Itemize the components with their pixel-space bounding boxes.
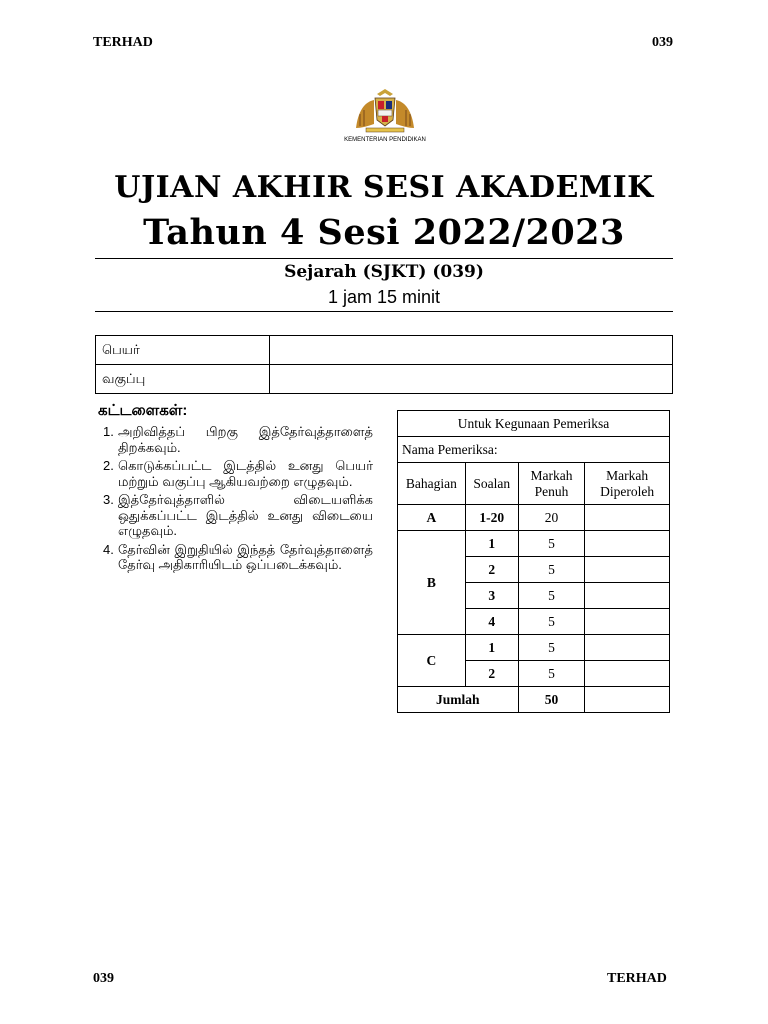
- exam-title: UJIAN AKHIR SESI AKADEMIK: [114, 170, 654, 205]
- marks-obtained-cell[interactable]: [585, 531, 670, 557]
- student-id-table: [95, 335, 673, 394]
- footer-left: 039: [93, 971, 114, 986]
- section-c-label: C: [398, 635, 466, 687]
- class-label: வகுப்பு: [96, 365, 270, 394]
- table-row: [398, 531, 670, 557]
- col-header-full-marks: Markah Penuh: [518, 463, 585, 505]
- section-b-label: B: [398, 531, 466, 635]
- instructions-title: கட்டளைகள்:: [98, 402, 188, 419]
- marks-obtained-cell[interactable]: [585, 583, 670, 609]
- section-a-label: A: [398, 505, 466, 531]
- list-item: 3. இத்தேர்வுத்தாளில் விடையளிக்க ஒதுக்கப்பட்ட இடத்தில் உனது விடையை எழுதவும்.: [103, 492, 373, 538]
- question-number: 1: [465, 635, 518, 661]
- list-item: 2. கொடுக்கப்பட்ட இடத்தில் உனது பெயர் மற்றும் வகுப்பு ஆகியவற்றை எழுதவும்.: [103, 458, 373, 489]
- list-item: 1. அறிவித்தப் பிறகு இத்தேர்வுத்தாளைத் திறக்கவும்.: [103, 424, 373, 455]
- table-row: [96, 336, 673, 365]
- full-marks: 5: [518, 557, 585, 583]
- table-row: [398, 687, 670, 713]
- name-label: பெயர்: [96, 336, 270, 365]
- col-header-marks-obtained: Markah Diperoleh: [585, 463, 670, 505]
- list-item: 4. தேர்வின் இறுதியில் இந்தத் தேர்வுத்தாளைத் தேர்வு அதிகாரியிடம் ஒப்படைக்கவும்.: [103, 541, 373, 572]
- footer-right: TERHAD: [607, 971, 667, 986]
- total-marks: 50: [518, 687, 585, 713]
- question-number: 4: [465, 609, 518, 635]
- full-marks: 5: [518, 635, 585, 661]
- full-marks: 5: [518, 531, 585, 557]
- total-obtained-cell[interactable]: [585, 687, 670, 713]
- full-marks: 5: [518, 583, 585, 609]
- question-number: 2: [465, 557, 518, 583]
- full-marks: 5: [518, 609, 585, 635]
- divider-bottom: [95, 311, 673, 312]
- marks-obtained-cell[interactable]: [585, 635, 670, 661]
- name-field[interactable]: [270, 336, 673, 365]
- table-row: [398, 505, 670, 531]
- table-row: [398, 463, 670, 505]
- marks-obtained-cell[interactable]: [585, 557, 670, 583]
- exam-year-title: Tahun 4 Sesi 2022/2023: [143, 212, 625, 253]
- table-row: [398, 437, 670, 463]
- crest-caption: KEMENTERIAN PENDIDIKAN: [344, 137, 426, 143]
- question-number: 2: [465, 661, 518, 687]
- marks-obtained-cell[interactable]: [585, 661, 670, 687]
- table-row: [398, 635, 670, 661]
- divider-top: [95, 258, 673, 259]
- examiner-title: Untuk Kegunaan Pemeriksa: [398, 411, 670, 437]
- col-header-question: Soalan: [465, 463, 518, 505]
- question-number: 3: [465, 583, 518, 609]
- marks-obtained-cell[interactable]: [585, 609, 670, 635]
- full-marks: 5: [518, 661, 585, 687]
- class-field[interactable]: [270, 365, 673, 394]
- examiner-name-label: Nama Pemeriksa:: [398, 437, 670, 463]
- col-header-section: Bahagian: [398, 463, 466, 505]
- header-right: 039: [652, 35, 673, 50]
- marks-obtained-cell[interactable]: [585, 505, 670, 531]
- coat-of-arms-icon: [350, 88, 420, 144]
- examiner-table: [397, 410, 670, 713]
- table-row: [96, 365, 673, 394]
- exam-duration: 1 jam 15 minit: [327, 287, 441, 307]
- header-left: TERHAD: [93, 35, 153, 50]
- total-label: Jumlah: [398, 687, 519, 713]
- section-a-question: 1-20: [465, 505, 518, 531]
- question-number: 1: [465, 531, 518, 557]
- table-row: [398, 411, 670, 437]
- section-a-marks: 20: [518, 505, 585, 531]
- subject-title: Sejarah (SJKT) (039): [284, 262, 484, 282]
- instructions-list: [103, 424, 373, 576]
